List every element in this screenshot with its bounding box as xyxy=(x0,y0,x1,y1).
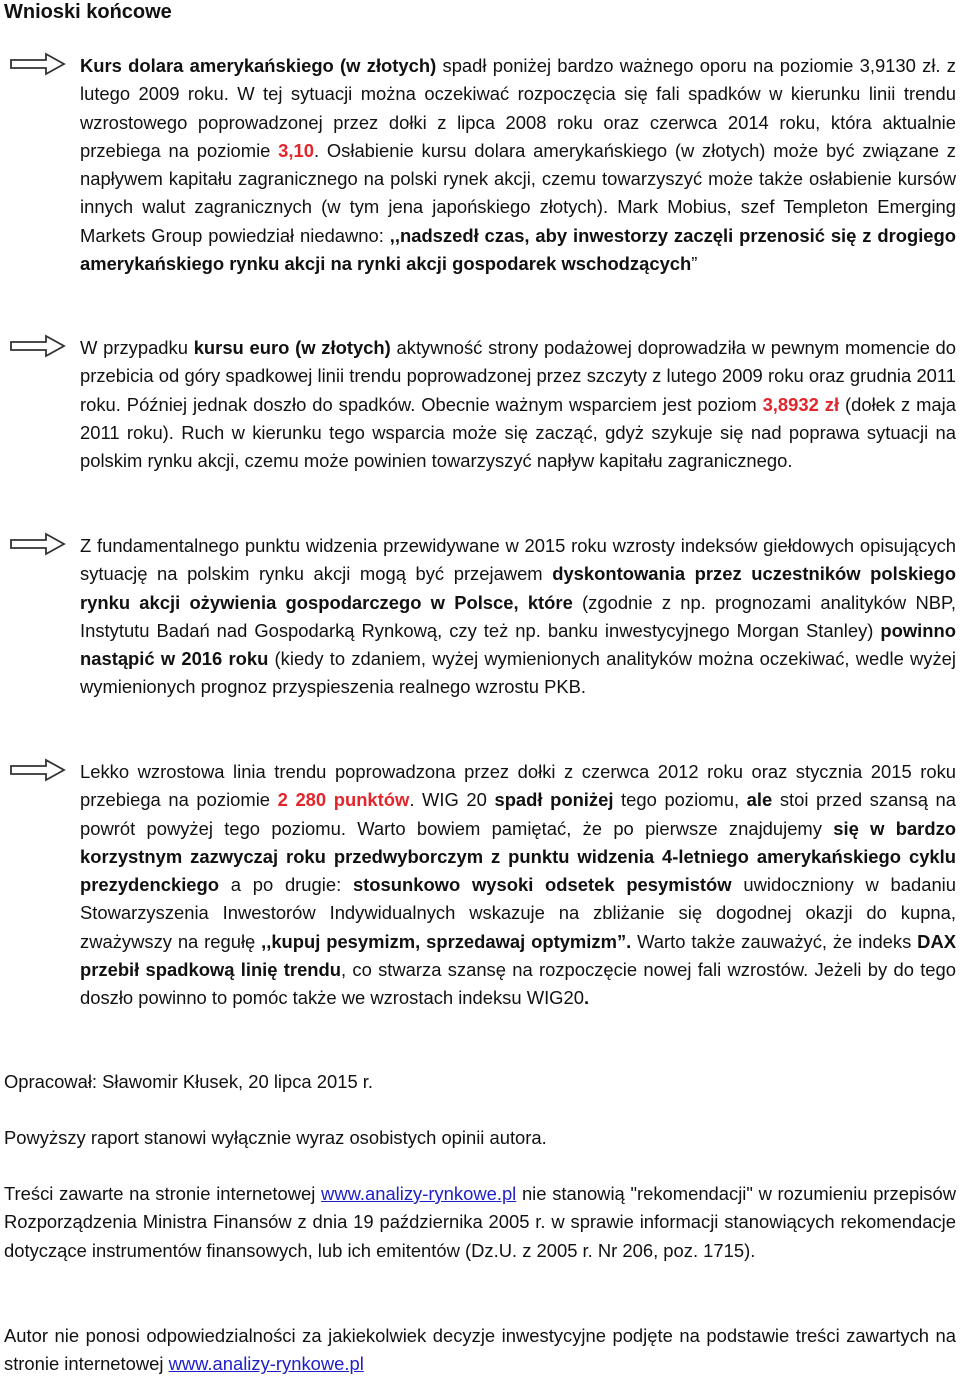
wig20-trend-level: 2 280 punktów xyxy=(277,789,410,811)
outline-right-arrow-icon xyxy=(8,758,68,782)
disclaimer-liability xyxy=(4,1322,956,1379)
text-span: tego poziomu, xyxy=(613,789,747,811)
bold-phrase: . xyxy=(583,987,590,1009)
bullet-wig20-text xyxy=(80,758,956,1013)
text-span: , co stwarza szansę na rozpoczęcie nowej fali wzrostów. Jeżeli by do tego doszło powinno to pomóc także we wzrostach indeksu WIG20 xyxy=(80,959,956,1009)
text-span: W przypadku xyxy=(80,337,194,358)
author-line: Opracował: Sławomir Kłusek, 20 lipca 2015 r. xyxy=(4,1071,374,1092)
outline-right-arrow-icon xyxy=(8,532,68,556)
text-span: Autor nie ponosi odpowiedzialności za jakiekolwiek decyzje inwestycyjne podjęte na podstawie treści zawartych na stronie internetowej xyxy=(4,1325,956,1375)
text-span: spadł poniżej bardzo ważnego oporu na poziomie 3,9130 zł. z lutego 2009 roku. W tej sytuacji można oczekiwać rozpoczęcia się fali spadków w kierunku linii trendu wzrostowego poprowadzonej przez dołki z lipca 2008 roku oraz czerwca 2014 roku, która aktualnie przebiega na poziomie xyxy=(80,55,956,161)
usd-level-value: 3,10 xyxy=(278,139,314,161)
bullet-fundamentals-text xyxy=(80,532,956,702)
eur-subject: kursu euro (w złotych) xyxy=(193,337,391,358)
text-span: uwidoczniony w badaniu Stowarzyszenia Inwestorów Indywidualnych wskazuje na zbliżanie się dogodnej okazji do kupna, zważywszy na regułę xyxy=(80,874,956,952)
text-span: a po drugie: xyxy=(219,874,353,896)
usd-subject: Kurs dolara amerykańskiego (w złotych) xyxy=(80,55,437,76)
website-link[interactable]: www.analizy-rynkowe.pl xyxy=(321,1183,517,1204)
outline-right-arrow-icon xyxy=(8,334,68,358)
disclaimer-recommendation xyxy=(4,1180,956,1265)
text-span: Warto także zauważyć, że indeks xyxy=(631,930,918,952)
text-span: aktywność strony podażowej doprowadziła w pewnym momencie do przebicia od góry spadkowej linii trendu poprowadzonej przez szczyty z lutego 2009 roku oraz grudnia 2011 roku. Później jednak doszło do spadków. Obecnie ważnym wsparciem jest poziom xyxy=(80,337,956,415)
bold-phrase: się w bardzo korzystnym zazwyczaj roku przedwyborczym z punktu widzenia 4-letniego amerykańskiego cyklu prezydenckiego xyxy=(80,817,956,896)
eur-support-value: 3,8932 zł xyxy=(762,393,840,415)
text-span: (dołek z maja 2011 roku). Ruch w kierunku tego wsparcia może się zacząć, gdyż szykuje się nad poprawa sytuacji na polskim rynku akcji, czemu może powinien towarzyszyć napływ kapitału zagranicznego. xyxy=(80,393,956,472)
bold-phrase: DAX przebił spadkową linię trendu xyxy=(80,930,957,981)
text-span: Lekko wzrostowa linia trendu poprowadzona przez dołki z czerwca 2012 roku oraz stycznia 2015 roku przebiega na poziomie xyxy=(80,761,956,811)
bold-phrase: ,,kupuj pesymizm, sprzedawaj optymizm”. xyxy=(261,930,632,952)
quote-close: ” xyxy=(691,253,698,275)
opinion-note: Powyższy raport stanowi wyłącznie wyraz osobistych opinii autora. xyxy=(4,1127,547,1148)
section-heading: Wnioski końcowe xyxy=(4,1,172,23)
text-span: (kiedy to zdaniem, wyżej wymienionych analityków można oczekiwać, wedle wyżej wymienionych prognoz przyspieszenia realnego wzrostu PKB. xyxy=(80,648,956,698)
recovery-year-phrase: powinno nastąpić w 2016 roku xyxy=(80,619,956,670)
bullet-usd-text xyxy=(80,52,956,278)
bold-phrase: stosunkowo wysoki odsetek pesymistów xyxy=(352,874,732,896)
bold-phrase: spadł poniżej xyxy=(494,789,614,811)
mobius-quote: ,,nadszedł czas, aby inwestorzy zaczęli przenosić się z drogiego amerykańskiego rynku akcji na rynki akcji gospodarek wschodzących xyxy=(80,224,957,275)
outline-right-arrow-icon xyxy=(8,52,68,76)
text-span: (zgodnie z np. prognozami analityków NBP, Instytutu Badań nad Gospodarką Rynkową, czy też np. banku inwestycyjnego Morgan Stanley) xyxy=(80,591,956,641)
text-span: . WIG 20 xyxy=(409,789,495,811)
text-span: Z fundamentalnego punktu widzenia przewidywane w 2015 roku wzrosty indeksów giełdowych opisujących sytuację na polskim rynku akcji mogą być przejawem xyxy=(80,535,956,585)
discounting-phrase: dyskontowania przez uczestników polskiego rynku akcji ożywienia gospodarczego w Polsce, które xyxy=(80,563,957,613)
text-span: stoi przed szansą na powrót powyżej tego poziomu. Warto bowiem pamiętać, że po pierwsze znajdujemy xyxy=(80,789,956,839)
text-span: nie stanowią "rekomendacji" w rozumieniu przepisów Rozporządzenia Ministra Finansów z dnia 19 października 2005 r. w sprawie informacji stanowiących rekomendacje dotyczące instrumentów finansowych, lub ich emitentów (Dz.U. z 2005 r. Nr 206, poz. 1715). xyxy=(4,1183,956,1261)
bullet-eur-text xyxy=(80,334,956,475)
text-span: . Osłabienie kursu dolara amerykańskiego (w złotych) może być związane z napływem kapitału zagranicznego na polski rynek akcji, czemu towarzyszyć może także osłabienie kursów innych walut zagranicznych (w tym jena japońskiego złotych). Mark Mobius, szef Templeton Emerging Markets Group powiedział niedawno: xyxy=(80,139,956,246)
text-span: Treści zawarte na stronie internetowej xyxy=(4,1183,322,1204)
website-link[interactable]: www.analizy-rynkowe.pl xyxy=(168,1353,364,1375)
bold-phrase: ale xyxy=(746,789,773,811)
